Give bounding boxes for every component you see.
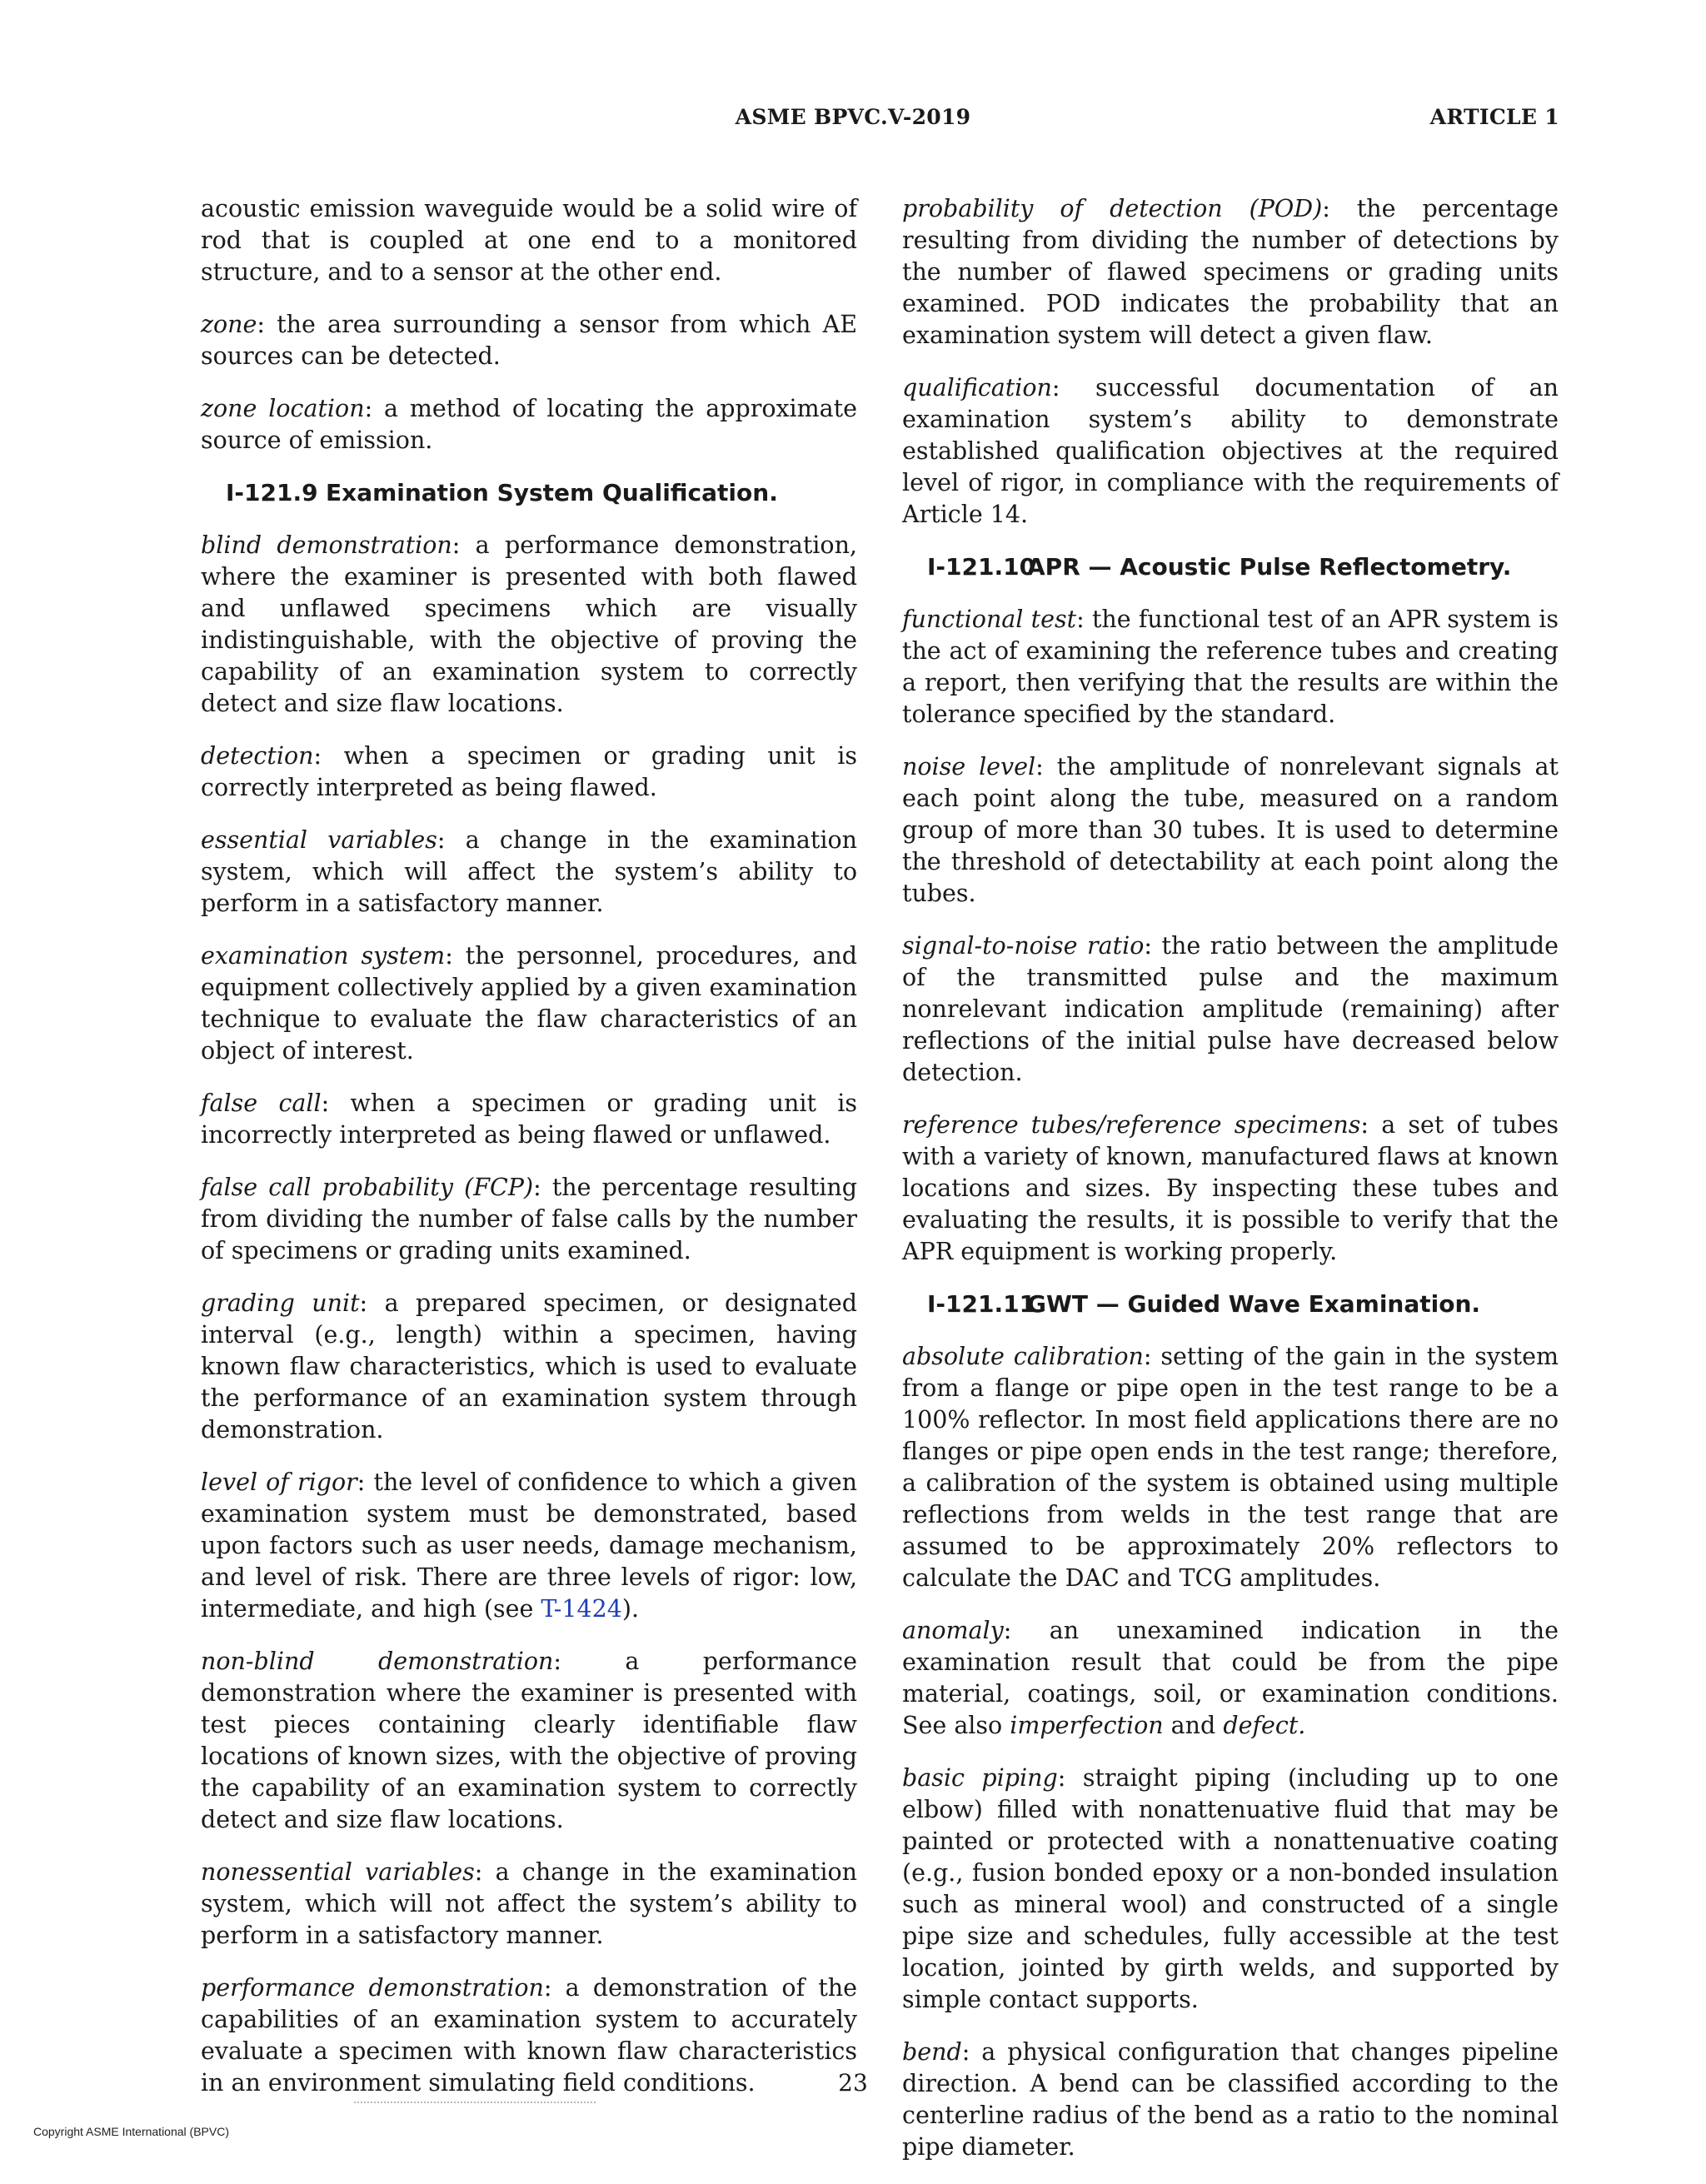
definition-text: : the area surrounding a sensor from which AE sources can be detected. [201,311,857,370]
definition-text: : the percentage resulting from dividing the number of false calls by the number of specimens or grading units examined. [201,1174,857,1264]
definition-basic-piping [902,1763,1559,2016]
definition-text: : a change in the examination system, which will affect the system’s ability to perform in a satisfactory manner. [201,826,857,917]
definition-zone [201,309,857,372]
term: zone location [201,395,365,422]
section-title: APR — Acoustic Pulse Reflectometry. [1027,553,1512,581]
definition-essential-variables [201,825,857,920]
section-number: I-121.10 [927,553,1036,581]
definition-bend [902,2037,1559,2163]
section-heading-i-121-10 [927,551,1559,583]
running-header-article: ARTICLE 1 [1429,105,1559,129]
copyright-notice: Copyright ASME International (BPVC) [33,2125,229,2138]
section-title: GWT — Guided Wave Examination. [1027,1290,1481,1318]
term: absolute calibration [902,1343,1144,1370]
term: level of rigor [201,1468,357,1496]
term: anomaly [902,1617,1004,1644]
definition-absolute-calibration [902,1341,1559,1594]
term: noise level [902,753,1036,780]
definition-examination-system [201,940,857,1067]
definition-text: : successful documentation of an examination system’s ability to demonstrate established qualification objectives at the required level of rigor, in compliance with the requirements of Article 14. [902,374,1559,528]
term: blind demonstration [201,531,452,559]
term: non-blind demonstration [201,1648,554,1675]
definition-anomaly [902,1615,1559,1742]
term: examination system [201,942,446,970]
cross-reference-link[interactable]: T-1424 [541,1595,622,1623]
definition-text: : a performance demonstration where the examiner is presented with test pieces containing clearly identifiable flaw locations of known sizes, with the objective of proving the capability of an examination system to correctly detect and size flaw locations. [201,1648,857,1833]
section-number: I-121.11 [927,1290,1036,1318]
definition-text: : the personnel, procedures, and equipment collectively applied by a given examination technique to evaluate the flaw characteristics of an object of interest. [201,942,857,1065]
definition-text: : an unexamined indication in the examination result that could be from the pipe material, coatings, soil, or examination conditions. See also [902,1617,1559,1739]
definition-qualification [902,372,1559,531]
section-heading-i-121-9 [226,477,857,509]
term: grading unit [201,1289,360,1317]
definition-probability-of-detection [902,193,1559,352]
definition-text: : the percentage resulting from dividing the number of detections by the number of flawed specimens or grading units examined. POD indicates the probability that an examination system will detect a given flaw. [902,195,1559,349]
definition-signal-to-noise-ratio [902,930,1559,1089]
definition-functional-test [902,604,1559,730]
term: probability of detection (POD) [902,195,1323,222]
definition-nonessential-variables [201,1857,857,1952]
definition-text: : when a specimen or grading unit is correctly interpreted as being flawed. [201,742,857,801]
definition-text: : a prepared specimen, or designated interval (e.g., length) within a specimen, having known flaw characteristics, which is used to evaluate the performance of an examination system through demonstration. [201,1289,857,1444]
definition-text: : a method of locating the approximate source of emission. [201,395,857,454]
term: qualification [902,374,1052,401]
term: performance demonstration [201,1974,544,2002]
term: essential variables [201,826,437,854]
term: functional test [902,606,1077,633]
term: nonessential variables [201,1858,475,1886]
section-title: Examination System Qualification. [326,479,778,506]
right-column [902,193,1559,2184]
term: signal-to-noise ratio [902,932,1145,960]
page-number: 23 [838,2069,868,2097]
scan-artifact [354,2102,596,2107]
definition-blind-demonstration [201,530,857,720]
definition-zone-location [201,393,857,456]
left-column [201,193,857,2120]
term: basic piping [902,1764,1058,1792]
term: false call [201,1090,322,1117]
definition-text: : a change in the examination system, which will not affect the system’s ability to perform in a satisfactory manner. [201,1858,857,1949]
definition-false-call-probability [201,1172,857,1267]
definition-text: : a demonstration of the capabilities of an examination system to accurately evaluate a specimen with known flaw characteristics in an environment simulating field conditions. [201,1974,857,2097]
definition-text: : straight piping (including up to one elbow) filled with nonattenuative fluid that may be painted or protected with a nonattenuative coating (e.g., fusion bonded epoxy or a non-bonded insulation such as mineral wool) and constructed of a single pipe size and schedules, fully accessible at the test location, jointed by girth welds, and supported by simple contact supports. [902,1764,1559,2013]
definition-text-mid: and [1163,1712,1224,1739]
definition-text: : the ratio between the amplitude of the transmitted pulse and the maximum nonrelevant indication amplitude (remaining) after reflections of the initial pulse have decreased below detection. [902,932,1559,1086]
definition-text: : the level of confidence to which a given examination system must be demonstrated, based upon factors such as user needs, damage mechanism, and level of risk. There are three levels of rigor: low, intermediate, and high (see [201,1468,858,1623]
term: zone [201,311,257,338]
definition-text: : a set of tubes with a variety of known, manufactured flaws at known locations and sizes. By inspecting these tubes and evaluating the results, it is possible to verify that the APR equipment is working properly. [902,1111,1559,1265]
definition-level-of-rigor [201,1467,857,1625]
definition-text: : a physical configuration that changes pipeline direction. A bend can be classified according to the centerline radius of the bend as a ratio to the nominal pipe diameter. [902,2038,1559,2161]
definition-text: : setting of the gain in the system from a flange or pipe open in the test range to be a 100% reflector. In most field applications there are no flanges or pipe open ends in the test range; therefore, a calibration of the system is obtained using multiple reflections from welds in the test range that are assumed to be approximately 20% reflectors to calculate the DAC and TCG amplitudes. [902,1343,1559,1592]
running-header-title: ASME BPVC.V-2019 [735,105,971,129]
term: false call probability (FCP) [201,1174,534,1201]
definition-text-end: ). [621,1595,640,1623]
definition-text: : a performance demonstration, where the examiner is presented with both flawed and unflawed specimens which are visually indistinguishable, with the objective of proving the capability of an examination system to correctly detect and size flaw locations. [201,531,857,717]
see-also-term: defect. [1223,1712,1306,1739]
definition-non-blind-demonstration [201,1646,857,1836]
definition-text: : the functional test of an APR system is the act of examining the reference tubes and creating a report, then verifying that the results are within the tolerance specified by the standard. [902,606,1559,728]
intro-continuation: acoustic emission waveguide would be a solid wire of rod that is coupled at one end to a monitored structure, and to a sensor at the other end. [201,195,857,286]
section-number: I-121.9 [226,479,318,506]
term: reference tubes/reference specimens [902,1111,1361,1139]
definition-text: : when a specimen or grading unit is incorrectly interpreted as being flawed or unflawed. [201,1090,857,1149]
term: detection [201,742,314,770]
definition-false-call [201,1088,857,1151]
definition-reference-tubes [902,1109,1559,1268]
definition-noise-level [902,751,1559,910]
definition-text: : the amplitude of nonrelevant signals at each point along the tube, measured on a random group of more than 30 tubes. It is used to determine the threshold of detectability at each point along the tubes. [902,753,1559,907]
term: bend [902,2038,962,2066]
see-also-term: imperfection [1010,1712,1164,1739]
definition-grading-unit [201,1288,857,1446]
section-heading-i-121-11 [927,1289,1559,1320]
definition-detection [201,740,857,804]
